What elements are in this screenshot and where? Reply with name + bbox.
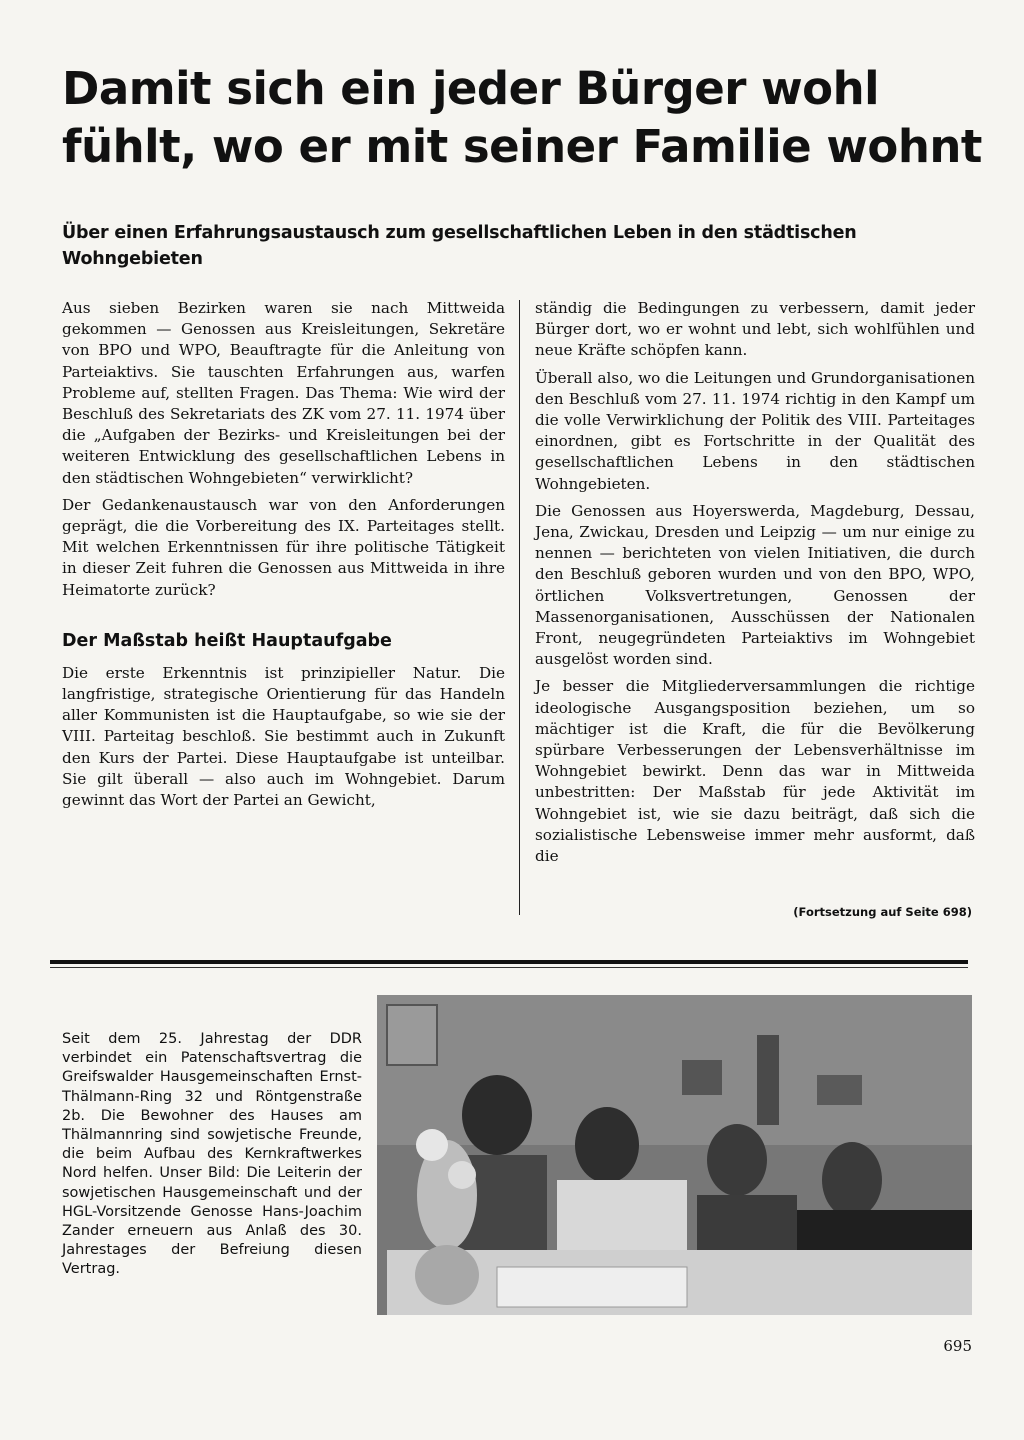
left-column	[62, 298, 505, 817]
right-paragraph-2: Überall also, wo die Leitungen und Grundorganisationen den Beschluß vom 27. 11. 1974 richtig in den Kampf um die volle Verwirklichung der Politik des VIII. Parteitages einordnen, gibt es Fortschritte in der Qualität des gesellschaftlichen Lebens in den städtischen Wohngebieten.	[535, 368, 975, 493]
page-number: 695	[943, 1337, 972, 1355]
section-rule	[50, 960, 968, 964]
continuation-note: (Fortsetzung auf Seite 698)	[793, 905, 972, 919]
photo	[377, 995, 972, 1315]
headline: Damit sich ein jeder Bürger wohl fühlt, wo er mit seiner Familie wohnt	[62, 62, 982, 173]
right-column	[535, 298, 975, 873]
right-paragraph-3: Die Genossen aus Hoyerswerda, Magdeburg, Dessau, Jena, Zwickau, Dresden und Leipzig — um nur einige zu nennen — berichteten von vielen Initiativen, die durch den Beschluß geboren wurden und von den BPO, WPO, örtlichen Volksvertretungen, Genossen der Massenorganisationen, Ausschüssen der Nationalen Front, neugegründeten Parteiaktivs im Wohngebiet ausgelöst worden sind.	[535, 501, 975, 669]
left-paragraph-2: Der Gedankenaustausch war von den Anforderungen geprägt, die die Vorbereitung des IX. Parteitages stellt. Mit welchen Erkenntnissen für ihre politische Tätigkeit in dieser Zeit fuhren die Genossen aus Mittweida in ihre Heimatorte zurück?	[62, 495, 505, 599]
right-paragraph-1: ständig die Bedingungen zu verbessern, damit jeder Bürger dort, wo er wohnt und lebt, sich wohlfühlen und neue Kräfte schöpfen kann.	[535, 299, 975, 360]
column-divider	[519, 300, 520, 915]
section-heading: Der Maßstab heißt Hauptaufgabe	[62, 630, 392, 651]
subtitle: Über einen Erfahrungsaustausch zum gesellschaftlichen Leben in den städtischen Wohngebieten	[62, 223, 857, 269]
right-paragraph-4: Je besser die Mitgliederversammlungen die richtige ideologische Ausgangsposition beziehen, um so mächtiger ist die Kraft, die für die Bevölkerung spürbare Verbesserungen der Lebensverhältnisse im Wohngebiet bewirkt. Denn das war in Mittweida unbestritten: Der Maßstab für jede Aktivität im Wohngebiet ist, wie sie dazu beiträgt, daß sich die sozialistische Lebensweise immer mehr ausformt, daß die	[535, 677, 975, 866]
photo-caption: Seit dem 25. Jahrestag der DDR verbindet ein Patenschaftsvertrag die Greifswalder Hausgemeinschaften Ernst-Thälmann-Ring 32 und Röntgenstraße 2b. Die Bewohner des Hauses am Thälmannring sind sowjetische Freunde, die beim Aufbau des Kernkraftwerkes Nord helfen. Unser Bild: Die Leiterin der sowjetischen Hausgemeinschaft und der HGL-Vorsitzende Genosse Hans-Joachim Zander erneuern aus Anlaß des 30. Jahrestages der Befreiung diesen Vertrag.	[62, 1031, 362, 1278]
photo-illustration	[377, 995, 972, 1315]
section-rule-thin	[50, 967, 968, 968]
left-paragraph-1: Aus sieben Bezirken waren sie nach Mittweida gekommen — Genossen aus Kreisleitungen, Sekretäre von BPO und WPO, Beauftragte für die Anleitung von Parteiaktivs. Sie tauschten Erfahrungen aus, warfen Probleme auf, stellten Fragen. Das Thema: Wie wird der Beschluß des Sekretariats des ZK vom 27. 11. 1974 über die „Aufgaben der Bezirks- und Kreisleitungen bei der weiteren Entwicklung des gesellschaftlichen Lebens in den städtischen Wohngebieten“ verwirklicht?	[62, 299, 505, 487]
left-paragraph-3: Die erste Erkenntnis ist prinzipieller Natur. Die langfristige, strategische Orientierung für das Handeln aller Kommunisten ist die Hauptaufgabe, so wie sie der VIII. Parteitag beschloß. Sie bestimmt auch in Zukunft den Kurs der Partei. Diese Hauptaufgabe ist unteilbar. Sie gilt überall — also auch im Wohngebiet. Darum gewinnt das Wort der Partei an Gewicht,	[62, 663, 505, 810]
